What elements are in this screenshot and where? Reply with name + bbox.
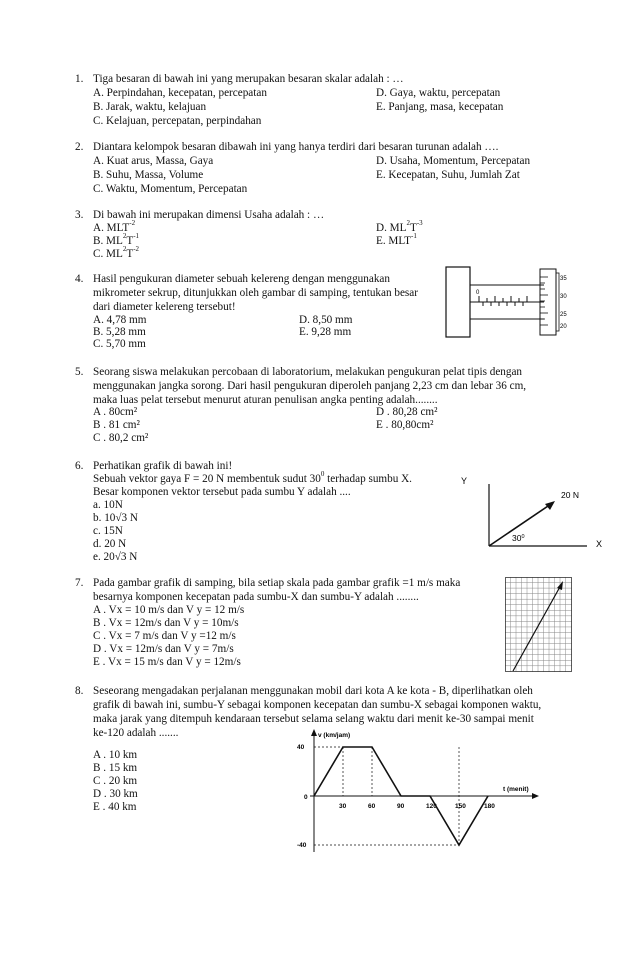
- q8-stem-line2: grafik di bawah ini, sumbu-Y sebagai komponen kecepatan dan sumbu-X sebagai komponen waktu,: [93, 699, 542, 711]
- q1-option-c: C. Kelajuan, percepatan, perpindahan: [93, 115, 262, 127]
- chart-x-label: t (menit): [503, 786, 529, 793]
- q5-stem-line1: Seorang siswa melakukan percobaan di laboratorium, melakukan pengukuran pelat tipis dengan: [93, 366, 523, 378]
- q4-option-a: A. 4,78 mm: [93, 314, 147, 326]
- q7-stem-line2: besarnya komponen kecepatan pada sumbu-X dan sumbu-Y adalah ........: [93, 591, 419, 603]
- q8-option-c: C . 20 km: [93, 775, 138, 787]
- q8-option-e: E . 40 km: [93, 801, 137, 813]
- x-tick-0: 0: [304, 794, 308, 801]
- q8-number: 8.: [75, 685, 84, 697]
- y-tick--40: -40: [297, 842, 307, 849]
- q5-number: 5.: [75, 366, 84, 378]
- q3-option-a: A. $MLT^{-2}$: [93, 219, 136, 234]
- q2-option-b: B. Suhu, Massa, Volume: [93, 169, 204, 181]
- q4-option-d: D. 8,50 mm: [299, 314, 353, 326]
- q2-option-e: E. Kecepatan, Suhu, Jumlah Zat: [376, 169, 520, 181]
- q2-option-c: C. Waktu, Momentum, Percepatan: [93, 183, 248, 195]
- q8-stem-line3: maka jarak yang ditempuh kendaraan tersebut selama selang waktu dari menit ke-30 sampai menit: [93, 713, 534, 725]
- q5-option-c: C . 80,2 cm²: [93, 432, 149, 444]
- q1-option-a: A. Perpindahan, kecepatan, percepatan: [93, 87, 267, 99]
- x-tick-180: 180: [484, 803, 495, 810]
- q5-stem-line2: menggunakan jangka sorong. Dari hasil pengukuran diperoleh panjang 2,23 cm dan lebar 36 cm,: [93, 380, 527, 392]
- micrometer-tick-20: 20: [560, 324, 567, 330]
- q8-stem-line1: Seseorang mengadakan perjalanan menggunakan mobil dari kota A ke kota - B, diperlihatkan oleh: [93, 685, 533, 697]
- q4-option-e: E. 9,28 mm: [299, 326, 352, 338]
- vector-force-label: 20 N: [561, 490, 579, 500]
- q4-option-b: B. 5,28 mm: [93, 326, 146, 338]
- q5-option-b: B . 81 cm²: [93, 419, 140, 431]
- q3-option-b: B. $ML^2T^{-1}$: [93, 232, 140, 247]
- q1-number: 1.: [75, 73, 84, 85]
- q4-stem-line1: Hasil pengukuran diameter sebuah kelereng dengan menggunakan: [93, 273, 390, 285]
- q3-option-d: D. $ML^2T^{-3}$: [376, 219, 423, 234]
- chart-y-label: v (km/jam): [318, 732, 351, 739]
- q1-option-d: D. Gaya, waktu, percepatan: [376, 87, 501, 99]
- q3-number: 3.: [75, 209, 84, 221]
- q6-option-e: e. 20√3 N: [93, 551, 138, 563]
- micrometer-tick-35: 35: [560, 276, 567, 282]
- q7-option-d: D . Vx = 12m/s dan V y = 7m/s: [93, 643, 234, 655]
- q3-stem: Di bawah ini merupakan dimensi Usaha adalah : …: [93, 209, 325, 221]
- q6-option-c: c. 15N: [93, 525, 123, 537]
- micrometer-zero-label: 0: [476, 290, 480, 296]
- q3-option-c: C. $ML^2T^{-2}$: [93, 245, 140, 260]
- micrometer-tick-25: 25: [560, 312, 567, 318]
- x-tick-90: 90: [397, 803, 405, 810]
- q8-option-a: A . 10 km: [93, 749, 138, 761]
- q6-number: 6.: [75, 460, 84, 472]
- q6-option-d: d. 20 N: [93, 538, 127, 550]
- q2-option-a: A. Kuat arus, Massa, Gaya: [93, 155, 214, 167]
- x-tick-60: 60: [368, 803, 376, 810]
- q5-option-a: A . 80cm²: [93, 406, 138, 418]
- vector-y-axis-label: Y: [461, 476, 468, 486]
- q1-stem: Tiga besaran di bawah ini yang merupakan besaran skalar adalah : …: [93, 73, 404, 85]
- q8-option-d: D . 30 km: [93, 788, 138, 800]
- q8-option-b: B . 15 km: [93, 762, 138, 774]
- q1-option-b: B. Jarak, waktu, kelajuan: [93, 101, 207, 113]
- q6-stem-line1: Perhatikan grafik di bawah ini!: [93, 460, 233, 472]
- vector-figure: [455, 470, 615, 560]
- q4-number: 4.: [75, 273, 84, 285]
- q8-stem-line4: ke-120 adalah .......: [93, 727, 179, 739]
- q3-option-e: E. $MLT^{-1}$: [376, 232, 417, 247]
- q2-number: 2.: [75, 141, 84, 153]
- x-tick-120: 120: [426, 803, 437, 810]
- q5-stem-line3: maka luas pelat tersebut menurut aturan penulisan angka penting adalah........: [93, 394, 438, 406]
- q6-stem-line3: Besar komponen vektor tersebut pada sumbu Y adalah ....: [93, 486, 351, 498]
- q1-option-e: E. Panjang, masa, kecepatan: [376, 101, 504, 113]
- micrometer-figure: [444, 265, 574, 341]
- x-tick-30: 30: [339, 803, 347, 810]
- q7-stem-line1: Pada gambar grafik di samping, bila setiap skala pada gambar grafik =1 m/s maka: [93, 577, 461, 589]
- velocity-time-chart: [290, 728, 540, 854]
- q6-option-b: b. 10√3 N: [93, 512, 138, 524]
- q7-option-c: C . Vx = 7 m/s dan V y =12 m/s: [93, 630, 236, 642]
- q4-stem-line2: mikrometer sekrup, ditunjukkan oleh gambar di samping, tentukan besar: [93, 287, 418, 299]
- grid-figure: [505, 577, 575, 673]
- q7-option-a: A . Vx = 10 m/s dan V y = 12 m/s: [93, 604, 245, 616]
- q7-number: 7.: [75, 577, 84, 589]
- x-tick-150: 150: [455, 803, 466, 810]
- q6-option-a: a. 10N: [93, 499, 123, 511]
- q2-stem: Diantara kelompok besaran dibawah ini yang hanya terdiri dari besaran turunan adalah ….: [93, 141, 499, 153]
- y-tick-40: 40: [297, 744, 305, 751]
- q7-option-b: B . Vx = 12m/s dan V y = 10m/s: [93, 617, 239, 629]
- micrometer-tick-30: 30: [560, 294, 567, 300]
- vector-angle-label: $30^0$: [512, 533, 525, 543]
- q2-option-d: D. Usaha, Momentum, Percepatan: [376, 155, 531, 167]
- q5-option-e: E . 80,80cm²: [376, 419, 434, 431]
- q7-option-e: E . Vx = 15 m/s dan V y = 12m/s: [93, 656, 241, 668]
- q4-option-c: C. 5,70 mm: [93, 338, 146, 350]
- q5-option-d: D . 80,28 cm²: [376, 406, 438, 418]
- q4-stem-line3: dari diameter kelereng tersebut!: [93, 301, 236, 313]
- q6-stem-line2: Sebuah vektor gaya F = 20 N membentuk sudut $30^0$ terhadap sumbu X.: [93, 470, 412, 485]
- vector-x-axis-label: X: [596, 539, 603, 549]
